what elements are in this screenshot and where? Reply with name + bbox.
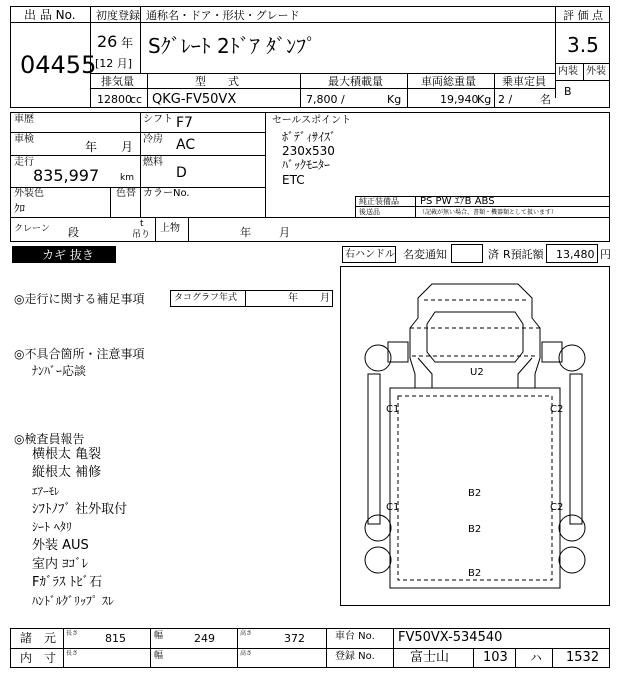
crane-lift: 吊り [132,230,151,240]
tacho-month-unit: 月 [320,293,330,304]
lot-label: 出 品 No. [24,8,76,22]
driving-notes-label: ◎走行に関する補足事項 [14,292,145,306]
ac-label: 冷房 [143,134,163,145]
inner-height-label: 高さ [240,650,253,657]
length-label: 長さ [66,630,79,637]
max-load-label: 最大積載量 [328,75,383,88]
interior-label: 内装 [558,66,578,77]
displacement-value: 12800 [97,93,132,106]
sales-point: ﾊﾞｯｸﾓﾆﾀｰ [282,158,331,172]
color-number-label: カラーNo. [143,188,190,199]
inspection-label: 車検 [14,134,34,145]
reg-kana: ハ [530,651,543,665]
report-item: ｼﾌﾄﾉﾌﾞ 社外取付 [32,502,128,517]
exterior-label: 外装 [586,66,606,77]
recycle-fee-label: R預託額 [503,248,544,261]
recycle-fee: 13,480 [556,248,595,261]
report-item: ｴｱｰﾓﾚ [32,485,60,498]
shift-label: シフト [143,114,173,125]
fuel-label: 燃料 [143,157,163,168]
equipment-label: 純正装備品 [359,197,399,206]
lot-number: 04455 [20,51,97,79]
damage-mark: C1 [386,502,400,513]
mileage-value: 835,997 [33,166,100,185]
capacity-value: 2 / [498,93,513,106]
report-item: 室内 ﾖｺﾞﾚ [32,557,89,572]
mileage-unit: km [120,173,134,183]
first-reg-label: 初度登録 [96,9,140,22]
color-change-label: 色替 [116,188,136,199]
year-unit: 年 [121,36,134,50]
displacement-unit: cc [130,93,143,106]
model-value: QKG-FV50VX [152,92,237,107]
crane-stage: 段 [68,226,79,239]
length-value: 815 [105,632,126,645]
equipment-items: PS PW ｴｱB ABS [420,196,495,207]
recycle-label: 済 [488,248,499,261]
width-label: 幅 [154,631,164,641]
grade-label: 評 価 点 [563,9,603,22]
post-delivery-label: 後送品 [359,208,380,216]
report-item: 外装 AUS [32,538,89,553]
height-label: 高さ [240,630,253,637]
damage-mark: C2 [550,502,564,513]
reg-class: 103 [483,650,508,665]
report-item: 横根太 亀裂 [32,447,102,462]
dims-label: 諸 元 [20,631,57,645]
report-item: 縦根太 補修 [32,465,102,480]
body-year-unit: 年 [240,226,251,239]
yen-unit: 円 [600,248,611,261]
chassis-label: 車台 No. [335,631,375,642]
height-value: 372 [284,632,305,645]
grade-value: 3.5 [567,33,599,57]
report-item: Fｶﾞﾗｽ ﾄﾋﾞ石 [32,575,103,590]
post-delivery-note: （記載が無い場合、書類・機器類として扱います） [419,209,558,216]
shift-value: F7 [176,115,193,131]
defects-label: ◎不具合箇所・注意事項 [14,347,145,361]
damage-mark: B2 [468,524,482,535]
tacho-year-unit: 年 [288,293,298,304]
damage-mark: C1 [386,404,400,415]
body-month-unit: 月 [279,226,290,239]
report-item: ｼｰﾄ ﾍﾀﾘ [32,520,72,534]
key-text: カギ 抜き [42,248,94,262]
inner-label: 内 寸 [20,651,57,665]
mileage-label: 走行 [14,157,34,168]
truck-diagram [340,266,610,606]
sales-point-label: セールスポイント [272,115,352,126]
damage-mark: C2 [550,404,564,415]
max-load-value: 7,800 / [306,93,345,106]
crane-t: t [140,219,144,229]
tacho-label: タコグラフ年式 [174,293,238,303]
car-name-label: 通称名・ドア・形状・グレード [146,9,300,22]
inspection-month-unit: 月 [121,140,134,154]
max-load-unit: Kg [387,93,402,106]
inner-width-label: 幅 [154,651,164,661]
name-change-label: 名変通知 [403,248,447,261]
reg-number: 1532 [566,650,600,665]
damage-mark: B2 [468,488,482,499]
damage-mark: U2 [470,367,484,378]
inspection-year-unit: 年 [85,140,98,154]
first-reg-month: [12 月] [95,57,133,70]
fuel-value: D [176,165,187,181]
first-reg-year: 26 [97,32,118,51]
crane-label: クレーン [14,224,50,234]
sales-point: 230x530 [282,144,335,158]
name-change-box [451,244,483,263]
reg-area: 富士山 [410,650,450,665]
width-value: 249 [194,632,215,645]
sales-point: ﾎﾞﾃﾞｨｻｲｽﾞ [282,130,337,144]
gross-weight-unit: Kg [477,93,492,106]
car-name: Sｸﾞﾚｰﾄ 2ﾄﾞｱ ﾀﾞﾝﾌﾟ [148,34,317,58]
interior-grade: B [564,85,572,98]
capacity-label: 乗車定員 [502,75,546,88]
sales-point: ETC [282,173,305,187]
defect-item: ﾅﾝﾊﾞｰ応談 [32,364,87,378]
model-label: 型 式 [195,75,239,88]
ac-value: AC [176,137,196,153]
color-label: 外装色 [14,188,44,199]
body-label: 上物 [160,223,180,234]
color-value: ｸﾛ [14,202,25,215]
chassis-value: FV50VX-534540 [398,630,503,645]
history-label: 車歴 [14,114,34,125]
report-item: ﾊﾝﾄﾞﾙｸﾞﾘｯﾌﾟ ｽﾚ [32,594,114,608]
handle-value: 右ハンドル [345,249,395,260]
displacement-label: 排気量 [101,75,134,88]
inspector-label: ◎検査員報告 [14,432,85,446]
capacity-unit: 名 [540,93,551,106]
gross-weight-value: 19,940 [440,93,479,106]
damage-mark: B2 [468,568,482,579]
inner-length-label: 長さ [66,650,79,657]
reg-label: 登録 No. [335,651,375,662]
gross-weight-label: 車両総重量 [421,75,476,88]
